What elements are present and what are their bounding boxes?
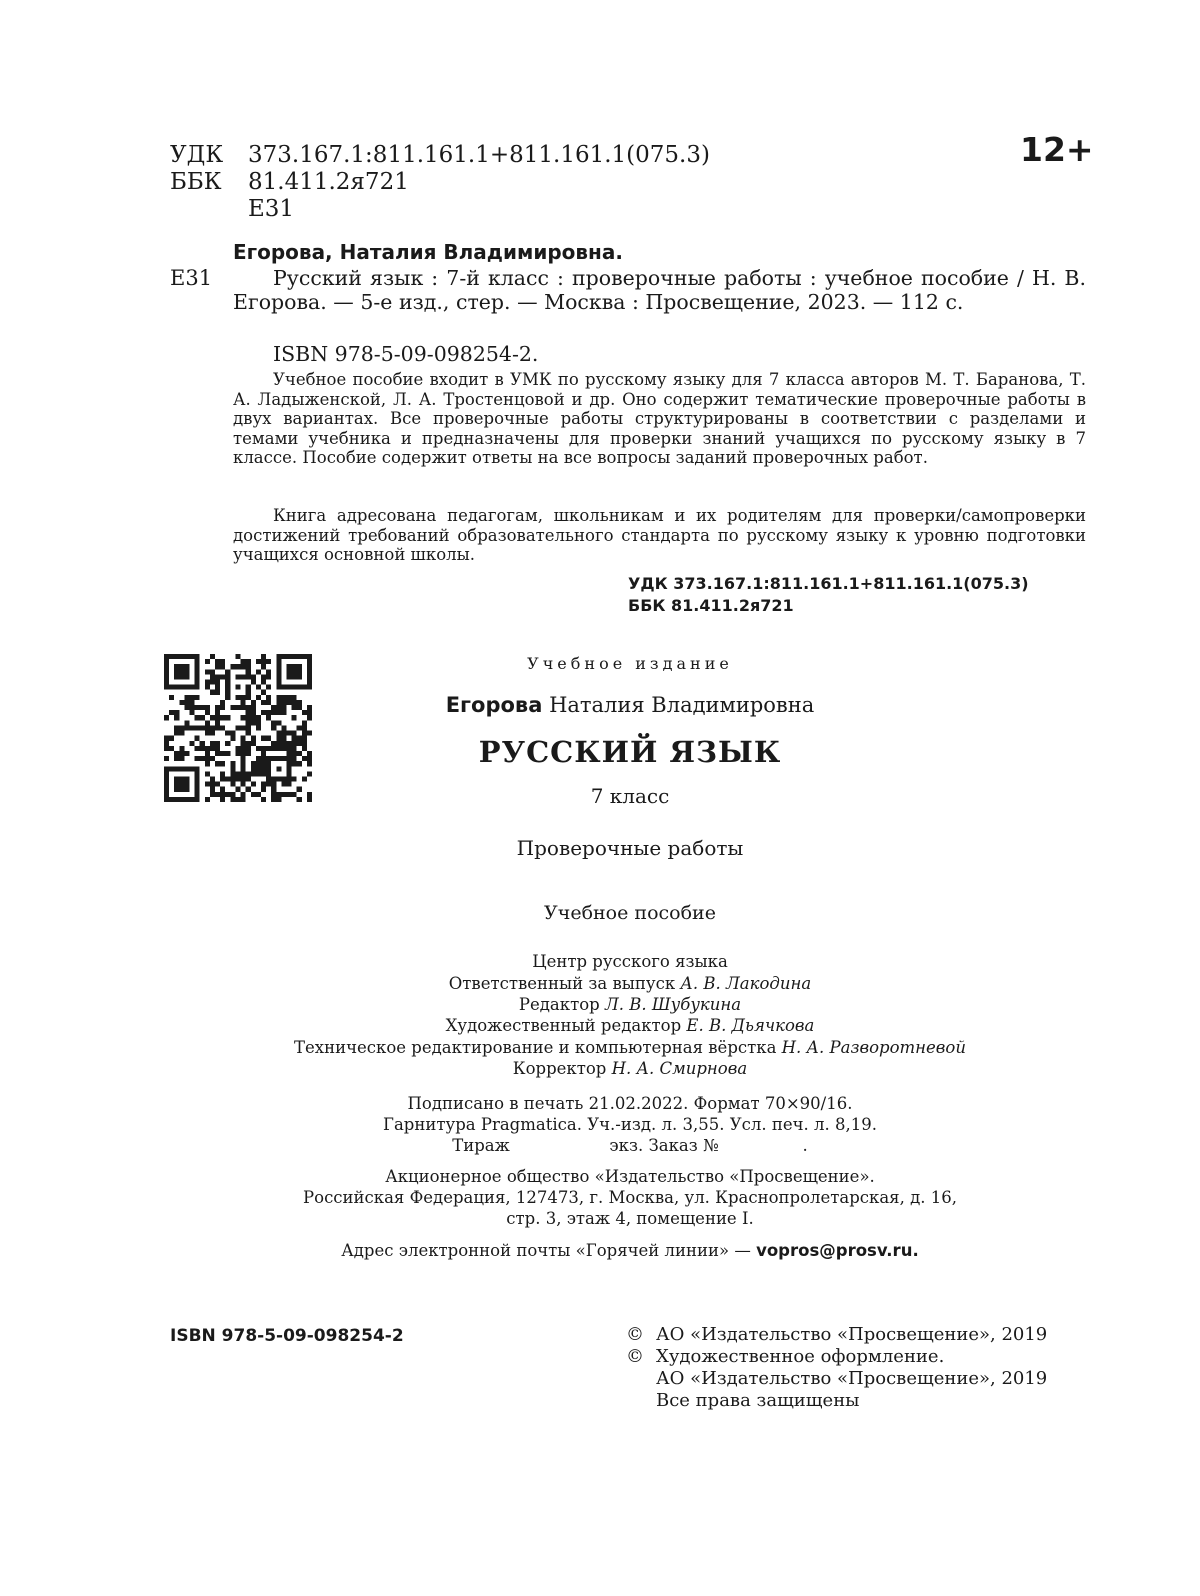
copyright-text: АО «Издательство «Просвещение», 2019: [656, 1324, 1048, 1345]
hotline-text: Адрес электронной почты «Горячей линии» —: [341, 1241, 751, 1260]
copyright-sign: ©: [626, 1324, 644, 1345]
credit-name: Н. А. Разворотневой: [781, 1038, 966, 1057]
book-subtitle: Проверочные работы: [516, 836, 744, 860]
print-info-3: Тираж экз. Заказ № .: [452, 1136, 808, 1155]
print-info-2: Гарнитура Pragmatica. Уч.-изд. л. 3,55. Усл. печ. л. 8,19.: [383, 1115, 877, 1134]
card-description: Русский язык : 7-й класс : проверочные работы : учебное пособие / Н. В. Егорова. — 5-е изд., стер. — Москва : Просвещение, 2023. — 112 с.: [233, 266, 1086, 314]
hotline-line: [230, 1240, 1030, 1261]
rights-line: [626, 1390, 1047, 1412]
credit-role: Корректор: [512, 1059, 607, 1078]
publisher-address: Российская Федерация, 127473, г. Москва, ул. Краснопролетарская, д. 16,: [303, 1188, 957, 1207]
credit-role: Техническое редактирование и компьютерная вёрстка: [294, 1038, 777, 1057]
bbk-line: [170, 169, 409, 196]
udk-line: [170, 142, 710, 169]
credit-role: Редактор: [518, 995, 600, 1014]
annotation-paragraph-2: Книга адресована педагогам, школьникам и их родителям для проверки/самопроверки достижений требований образовательного стандарта по русскому языку к уровню подготовки учащихся основной школы.: [233, 506, 1086, 564]
card-bbk-repeat: ББК 81.411.2я721: [628, 596, 794, 615]
copyright-text: Художественное оформление.: [656, 1346, 945, 1367]
card-udk-repeat: УДК 373.167.1:811.161.1+811.161.1(075.3): [628, 574, 1029, 593]
author-names: Наталия Владимировна: [549, 693, 815, 717]
age-rating-badge: 12+: [1020, 130, 1094, 169]
publisher-address-2: стр. 3, этаж 4, помещение I.: [506, 1209, 754, 1228]
author-mark: Е31: [248, 196, 295, 222]
author-surname: Егорова: [445, 693, 543, 717]
print-info-1: Подписано в печать 21.02.2022. Формат 70×90/16.: [407, 1094, 853, 1113]
hotline-email: vopros@prosv.ru.: [756, 1241, 919, 1260]
credit-line: [230, 1058, 1030, 1079]
credit-name: Л. В. Шубукина: [604, 995, 742, 1014]
udk-value: 373.167.1:811.161.1+811.161.1(075.3): [248, 142, 710, 168]
publisher-name: Акционерное общество «Издательство «Просвещение».: [385, 1167, 875, 1186]
card-author-heading: Егорова, Наталия Владимировна.: [233, 240, 623, 264]
credit-name: Е. В. Дьячкова: [686, 1016, 815, 1035]
copyright-block: [626, 1324, 1047, 1412]
udk-key: УДК: [170, 142, 224, 168]
card-code: Е31: [170, 266, 213, 290]
credit-line: [230, 994, 1030, 1015]
bbk-value: 81.411.2я721: [248, 169, 409, 195]
rights-text: Все права защищены: [656, 1390, 860, 1411]
credit-line: [130, 1037, 1130, 1058]
copyright-text: АО «Издательство «Просвещение», 2019: [656, 1368, 1048, 1389]
credit-line: [230, 1015, 1030, 1036]
book-genre: Учебное пособие: [544, 902, 716, 924]
book-title: РУССКИЙ ЯЗЫК: [478, 735, 782, 769]
card-isbn: ISBN 978-5-09-098254-2.: [273, 342, 539, 366]
credit-line: [230, 973, 1030, 994]
book-grade: 7 класс: [590, 784, 670, 808]
imprint-author: [330, 693, 930, 717]
footer-isbn: ISBN 978-5-09-098254-2: [170, 1326, 404, 1346]
annotation-paragraph-1: Учебное пособие входит в УМК по русскому языку для 7 класса авторов М. Т. Баранова, Т. А. Ладыженской, Л. А. Тростенцовой и др. Оно содержит тематические проверочные работы в двух вариантах. Все проверочные работы структурированы в соответствии с разделами и темами учебника и предназначены для проверки знаний учащихся по русскому языку в 7 классе. Пособие содержит ответы на все вопросы заданий проверочных работ.: [233, 370, 1086, 467]
copyright-sign: ©: [626, 1346, 644, 1367]
copyright-line: [626, 1346, 1047, 1368]
credit-role: Художественный редактор: [445, 1016, 682, 1035]
credit-role: Ответственный за выпуск: [448, 974, 676, 993]
publishing-center: Центр русского языка: [532, 952, 728, 971]
copyright-line: [626, 1368, 1047, 1390]
edition-type: Учебное издание: [527, 654, 733, 673]
qr-code: [164, 654, 312, 802]
copyright-line: [626, 1324, 1047, 1346]
credit-name: А. В. Лакодина: [680, 974, 812, 993]
credit-name: Н. А. Смирнова: [611, 1059, 748, 1078]
bbk-key: ББК: [170, 169, 222, 195]
